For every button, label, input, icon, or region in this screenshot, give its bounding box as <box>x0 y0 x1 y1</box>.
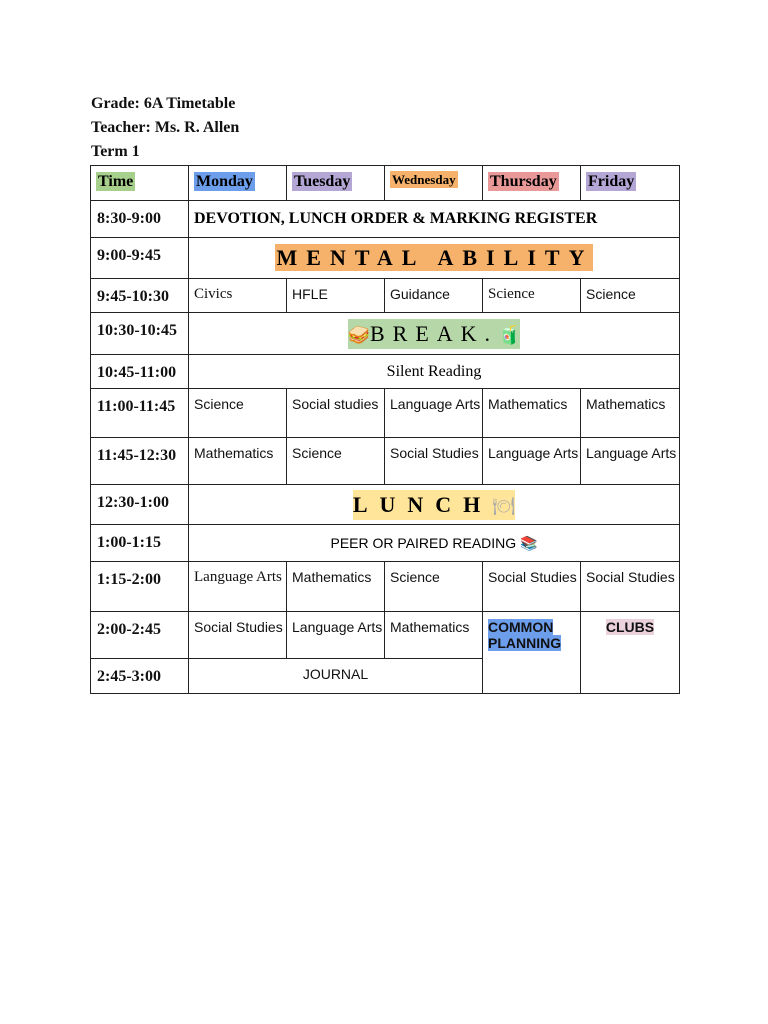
monday-cell: Language Arts <box>189 562 287 612</box>
grade-title: Grade: 6A Timetable <box>91 95 236 112</box>
break-label-wrap <box>348 319 521 349</box>
journal-cell: JOURNAL <box>189 659 483 694</box>
wednesday-cell: Guidance <box>385 279 483 313</box>
col-header-tuesday: Tuesday <box>287 166 385 201</box>
plate-icon: 🍽 <box>492 495 516 517</box>
wednesday-cell: Mathematics <box>385 612 483 659</box>
col-header-thursday: Thursday <box>483 166 581 201</box>
table-row <box>91 438 680 485</box>
lunch-label: LUNCH <box>352 491 493 517</box>
break-cell <box>189 313 680 355</box>
table-row <box>91 612 680 659</box>
friday-cell: Mathematics <box>581 389 680 438</box>
common-planning-label: COMMON PLANNING <box>488 619 562 651</box>
friday-cell: Language Arts <box>581 438 680 485</box>
thursday-cell: Language Arts <box>483 438 581 485</box>
wednesday-cell: Social Studies <box>385 438 483 485</box>
tuesday-cell: Science <box>287 438 385 485</box>
col-header-monday: Monday <box>189 166 287 201</box>
tuesday-cell: HFLE <box>287 279 385 313</box>
time-cell: 10:45-11:00 <box>91 355 189 389</box>
devotion-cell: DEVOTION, LUNCH ORDER & MARKING REGISTER <box>189 201 680 238</box>
time-cell: 1:00-1:15 <box>91 525 189 562</box>
time-cell: 1:15-2:00 <box>91 562 189 612</box>
table-row <box>91 279 680 313</box>
tuesday-cell: Language Arts <box>287 612 385 659</box>
monday-cell: Civics <box>189 279 287 313</box>
time-cell: 11:45-12:30 <box>91 438 189 485</box>
table-row <box>91 238 680 279</box>
clubs-cell <box>581 612 680 694</box>
col-header-friday: Friday <box>581 166 680 201</box>
timetable <box>90 165 680 694</box>
juice-box-icon: 🧃 <box>498 324 521 346</box>
common-planning-cell <box>483 612 581 694</box>
books-icon: 📚 <box>520 535 538 552</box>
break-label: BREAK. <box>369 320 499 346</box>
header-row <box>91 166 680 201</box>
monday-cell: Mathematics <box>189 438 287 485</box>
wednesday-cell: Language Arts <box>385 389 483 438</box>
silent-reading-cell: Silent Reading <box>189 355 680 389</box>
term-label: Term 1 <box>91 143 140 160</box>
tuesday-cell: Social studies <box>287 389 385 438</box>
monday-cell: Science <box>189 389 287 438</box>
col-header-wednesday: Wednesday <box>385 166 483 201</box>
time-cell: 10:30-10:45 <box>91 313 189 355</box>
lunch-label-wrap <box>353 490 515 520</box>
time-cell: 8:30-9:00 <box>91 201 189 238</box>
time-cell: 2:45-3:00 <box>91 659 189 694</box>
thursday-cell: Social Studies <box>483 562 581 612</box>
time-cell: 2:00-2:45 <box>91 612 189 659</box>
thursday-cell: Mathematics <box>483 389 581 438</box>
friday-cell: Science <box>581 279 680 313</box>
mental-ability-label: MENTAL ABILITY <box>276 245 594 270</box>
clubs-label: CLUBS <box>605 619 655 635</box>
peer-reading-label: PEER OR PAIRED READING <box>330 534 517 551</box>
lunch-cell <box>189 485 680 525</box>
time-cell: 12:30-1:00 <box>91 485 189 525</box>
table-row <box>91 201 680 238</box>
time-cell: 9:45-10:30 <box>91 279 189 313</box>
thursday-cell: Science <box>483 279 581 313</box>
table-row <box>91 525 680 562</box>
peer-reading-cell <box>189 525 680 562</box>
col-header-time: Time <box>91 166 189 201</box>
table-row <box>91 562 680 612</box>
mental-ability-cell <box>189 238 680 279</box>
sandwich-icon: 🥪 <box>347 324 370 346</box>
friday-cell: Social Studies <box>581 562 680 612</box>
table-row <box>91 389 680 438</box>
monday-cell: Social Studies <box>189 612 287 659</box>
time-cell: 9:00-9:45 <box>91 238 189 279</box>
tuesday-cell: Mathematics <box>287 562 385 612</box>
table-row <box>91 313 680 355</box>
table-row <box>91 355 680 389</box>
teacher-name: Teacher: Ms. R. Allen <box>91 119 240 136</box>
table-row <box>91 485 680 525</box>
wednesday-cell: Science <box>385 562 483 612</box>
time-cell: 11:00-11:45 <box>91 389 189 438</box>
